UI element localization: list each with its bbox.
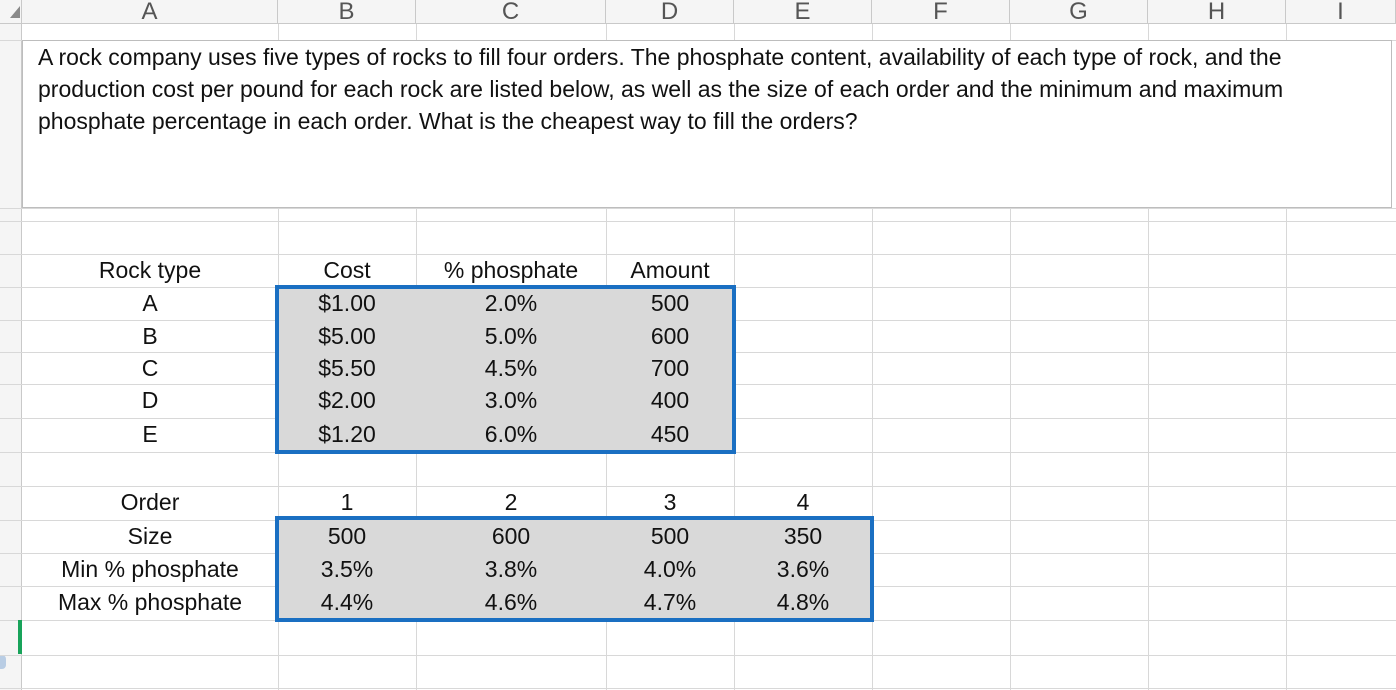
order-value-cell[interactable]: 4.4% bbox=[320, 589, 374, 615]
rock-type-cell[interactable]: E bbox=[142, 421, 158, 447]
row-gridline bbox=[0, 221, 1396, 222]
problem-text: A rock company uses five types of rocks to fill four orders. The phosphate content, availability of each type of rock, and the production cost per pound for each rock are listed below, as well as the size of each order and the minimum and maximum phosphate percentage in each order. What is the cheapest way to fill the orders? bbox=[38, 44, 1284, 134]
column-header-b[interactable]: B bbox=[278, 0, 416, 24]
rock-type-cell[interactable]: C bbox=[141, 355, 159, 381]
order-value-cell[interactable]: 600 bbox=[491, 523, 531, 549]
cost-header[interactable]: Cost bbox=[323, 257, 371, 283]
column-header-f[interactable]: F bbox=[872, 0, 1010, 24]
rock-cost-cell[interactable]: $2.00 bbox=[318, 387, 376, 413]
row-gridline bbox=[0, 655, 1396, 656]
order-row-label[interactable]: Size bbox=[127, 523, 173, 549]
rock-cost-cell[interactable]: $5.00 bbox=[318, 323, 376, 349]
rock-type-cell[interactable]: B bbox=[142, 323, 158, 349]
rock-phosphate-cell[interactable]: 2.0% bbox=[484, 290, 538, 316]
select-all-icon bbox=[10, 6, 20, 18]
order-row-label[interactable]: Min % phosphate bbox=[61, 556, 239, 582]
amount-header[interactable]: Amount bbox=[630, 257, 710, 283]
rock-cost-cell[interactable]: $1.20 bbox=[318, 421, 376, 447]
rock-type-header[interactable]: Rock type bbox=[98, 257, 202, 283]
rock-amount-cell[interactable]: 500 bbox=[650, 290, 690, 316]
rock-cost-cell[interactable]: $5.50 bbox=[318, 355, 376, 381]
order-header[interactable]: Order bbox=[120, 489, 180, 515]
column-header-g[interactable]: G bbox=[1010, 0, 1148, 24]
column-header-c[interactable]: C bbox=[416, 0, 606, 24]
order-value-cell[interactable]: 350 bbox=[783, 523, 823, 549]
order-number-cell[interactable]: 2 bbox=[504, 489, 518, 515]
problem-text-box[interactable] bbox=[22, 40, 1392, 208]
order-value-cell[interactable]: 3.8% bbox=[484, 556, 538, 582]
order-number-cell[interactable]: 4 bbox=[796, 489, 810, 515]
rock-amount-cell[interactable]: 400 bbox=[650, 387, 690, 413]
order-number-cell[interactable]: 1 bbox=[340, 489, 354, 515]
rock-amount-cell[interactable]: 600 bbox=[650, 323, 690, 349]
rock-amount-cell[interactable]: 700 bbox=[650, 355, 690, 381]
order-value-cell[interactable]: 500 bbox=[650, 523, 690, 549]
order-row-label[interactable]: Max % phosphate bbox=[57, 589, 243, 615]
rock-phosphate-cell[interactable]: 4.5% bbox=[484, 355, 538, 381]
order-value-cell[interactable]: 4.6% bbox=[484, 589, 538, 615]
order-value-cell[interactable]: 3.6% bbox=[776, 556, 830, 582]
order-value-cell[interactable]: 500 bbox=[327, 523, 367, 549]
phosphate-header[interactable]: % phosphate bbox=[443, 257, 579, 283]
row-gridline bbox=[0, 688, 1396, 689]
column-header-d[interactable]: D bbox=[606, 0, 734, 24]
column-header-e[interactable]: E bbox=[734, 0, 872, 24]
column-header-h[interactable]: H bbox=[1148, 0, 1286, 24]
rock-phosphate-cell[interactable]: 5.0% bbox=[484, 323, 538, 349]
order-value-cell[interactable]: 3.5% bbox=[320, 556, 374, 582]
order-value-cell[interactable]: 4.0% bbox=[643, 556, 697, 582]
rock-amount-cell[interactable]: 450 bbox=[650, 421, 690, 447]
rock-type-cell[interactable]: D bbox=[141, 387, 159, 413]
column-header-a[interactable]: A bbox=[22, 0, 278, 24]
row-gridline bbox=[0, 208, 1396, 209]
select-all-corner[interactable] bbox=[0, 0, 22, 24]
rock-phosphate-cell[interactable]: 3.0% bbox=[484, 387, 538, 413]
active-cell-indicator bbox=[18, 620, 22, 654]
rock-type-cell[interactable]: A bbox=[142, 290, 158, 316]
rock-phosphate-cell[interactable]: 6.0% bbox=[484, 421, 538, 447]
rock-cost-cell[interactable]: $1.00 bbox=[318, 290, 376, 316]
column-header-i[interactable]: I bbox=[1286, 0, 1396, 24]
order-number-cell[interactable]: 3 bbox=[663, 489, 677, 515]
row-header-gutter[interactable] bbox=[0, 24, 22, 690]
order-value-cell[interactable]: 4.8% bbox=[776, 589, 830, 615]
row-scroll-marker bbox=[0, 655, 6, 669]
order-value-cell[interactable]: 4.7% bbox=[643, 589, 697, 615]
